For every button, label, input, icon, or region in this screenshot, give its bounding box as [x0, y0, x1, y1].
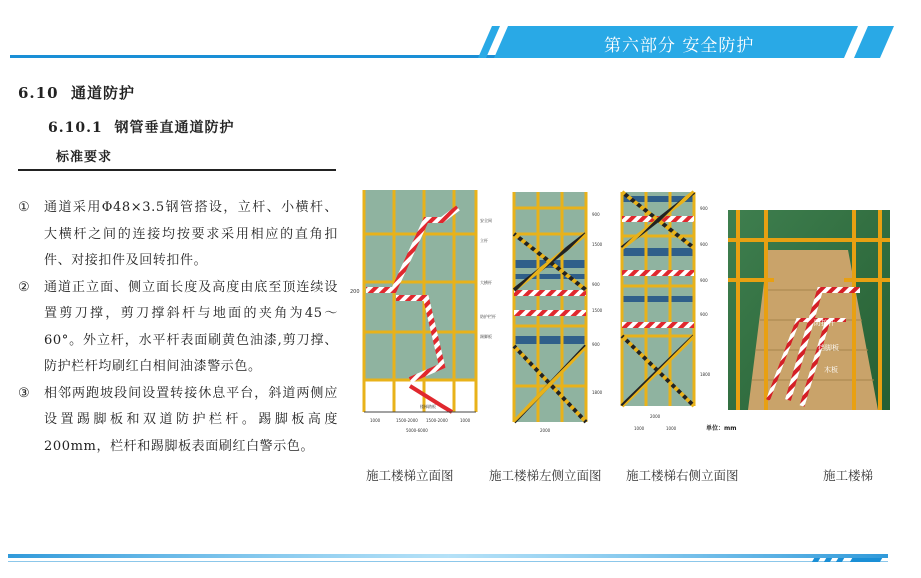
header-rule — [10, 55, 500, 58]
item-number: ② — [18, 279, 31, 295]
dim-right-5: 1800 — [700, 372, 711, 377]
requirements-list — [18, 195, 338, 460]
standard-underline — [18, 169, 336, 171]
dim-bottom-part-2: 1000 — [666, 426, 677, 431]
dim-right-5: 900 — [592, 342, 600, 347]
item-number: ③ — [18, 385, 31, 401]
dim-part-3: 1500-2000 — [426, 418, 448, 423]
dim-part-4: 1000 — [460, 418, 471, 423]
subsection-title — [48, 117, 234, 137]
item-text: 通道采用Φ48×3.5钢管搭设，立杆、小横杆、大横杆之间的连接均按要求采用相应的直角扣件、对接扣件及回转扣件。 — [44, 200, 338, 268]
dim-left: 200 — [350, 289, 360, 295]
unit-label: 单位：mm — [706, 425, 737, 432]
list-item — [18, 195, 338, 275]
photo-label-toe-board: 挡脚板 — [818, 344, 839, 352]
dim-bottom-part-1: 1000 — [634, 426, 645, 431]
standard-label: 标准要求 — [56, 150, 113, 165]
caption-photo: 施工楼梯 — [823, 468, 874, 483]
header-title: 第六部分 安全防护 — [604, 36, 755, 56]
dim-total: 5000-6000 — [406, 428, 428, 433]
photo-label-guardrail: 防护杆 — [814, 319, 835, 327]
dim-right-3: 900 — [700, 278, 708, 283]
left-elevation-drawing — [508, 186, 608, 434]
dim-right-4: 1500 — [592, 308, 603, 313]
section-title — [18, 82, 135, 103]
list-item — [18, 275, 338, 381]
caption-left-elevation: 施工楼梯左侧立面图 — [489, 468, 602, 483]
caption-right-elevation: 施工楼梯右侧立面图 — [626, 468, 739, 483]
footer-banner — [8, 548, 888, 568]
stair-photo — [728, 210, 890, 410]
dim-part-1: 1000 — [370, 418, 381, 423]
subsection-number: 6.10.1 — [48, 120, 103, 136]
caption-front-elevation: 施工楼梯立面图 — [366, 468, 454, 483]
dim-right-3: 900 — [592, 282, 600, 287]
label-toe-board: 踢脚板 — [480, 334, 492, 339]
label-ledger: 大横杆 — [480, 280, 492, 285]
dim-right-1: 900 — [592, 212, 600, 217]
subsection-name: 钢管垂直通道防护 — [114, 120, 235, 136]
dim-right-2: 1500 — [592, 242, 603, 247]
label-tread: 楼梯踏板 — [420, 404, 436, 409]
label-pole: 立杆 — [480, 238, 488, 243]
dim-right-4: 900 — [700, 312, 708, 317]
section-name: 通道防护 — [71, 84, 136, 102]
section-number: 6.10 — [18, 84, 59, 102]
dim-right-2: 900 — [700, 242, 708, 247]
item-number: ① — [18, 200, 31, 215]
front-elevation-drawing — [350, 186, 502, 434]
label-safety-net: 安全网 — [480, 218, 492, 223]
item-text: 通道正立面、侧立面长度及高度由底至顶连续设置剪刀撑，剪刀撑斜杆与地面的夹角为45～60°。外立杆，水平杆表面刷黄色油漆,剪刀撑、防护栏杆均刷红白相间油漆警示色。 — [44, 279, 338, 374]
list-item — [18, 381, 338, 461]
dim-bottom: 2000 — [540, 428, 551, 433]
label-guardrail: 防护栏杆 — [480, 314, 496, 319]
photo-label-wood-board: 木板 — [824, 366, 838, 374]
dim-part-2: 1500-2000 — [396, 418, 418, 423]
dim-right-6: 1800 — [592, 390, 603, 395]
dim-right-1: 900 — [700, 206, 708, 211]
item-text: 相邻两跑坡段间设置转接休息平台，斜道两侧应设置踢脚板和双道防护栏杆。踢脚板高度200mm，栏杆和踢脚板表面刷红白警示色。 — [44, 385, 338, 454]
dim-bottom-total: 2000 — [650, 414, 661, 419]
